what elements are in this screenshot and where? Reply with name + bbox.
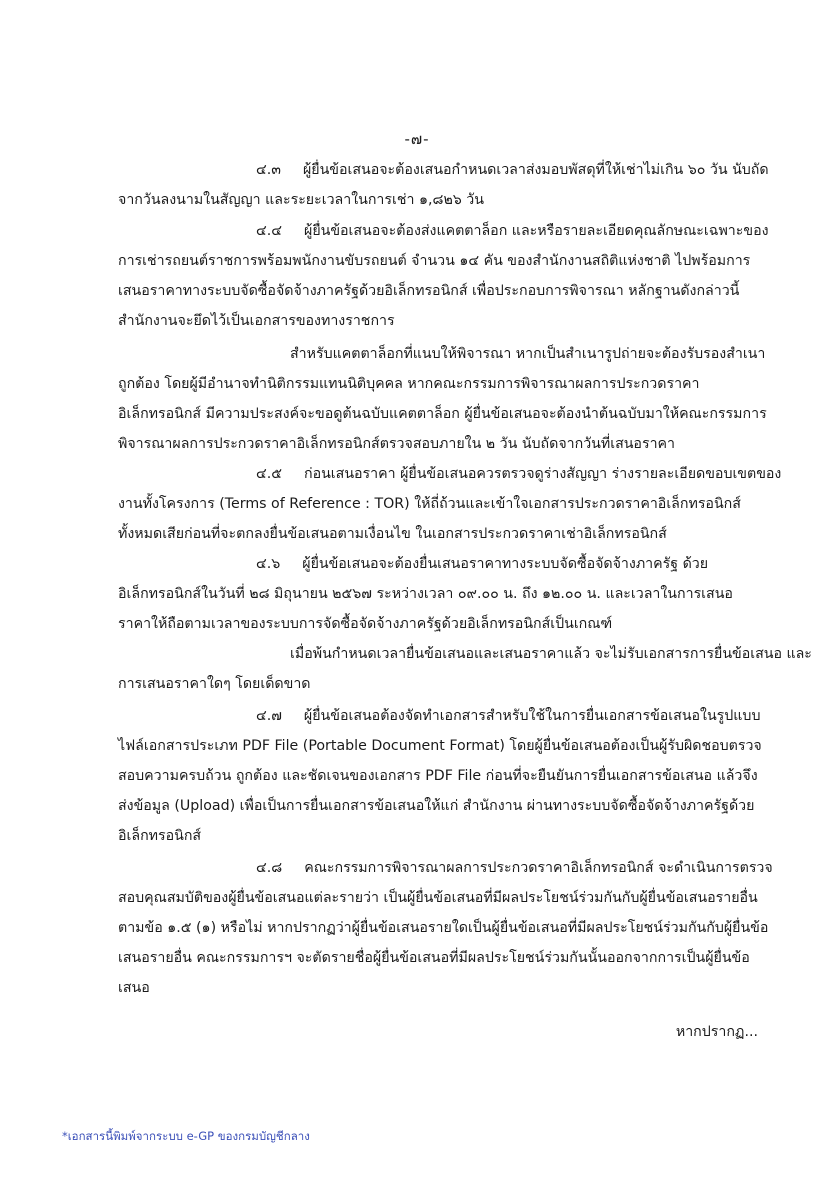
section-number: ๔.๕ xyxy=(256,466,282,482)
paragraph-line: อิเล็กทรอนิกส์ในวันที่ ๒๘ มิถุนายน ๒๕๖๗ ระหว่างเวลา ๐๙.๐๐ น. ถึง ๑๒.๐๐ น. และเวลาในการเสนอ xyxy=(118,586,733,602)
paragraph-line: เสนอราคาทางระบบจัดซื้อจัดจ้างภาครัฐด้วยอิเล็กทรอนิกส์ เพื่อประกอบการพิจารณา หลักฐานดังกล่าวนี้ xyxy=(118,283,740,299)
paragraph-line: สอบคุณสมบัติของผู้ยื่นข้อเสนอแต่ละรายว่า เป็นผู้ยื่นข้อเสนอที่มีผลประโยชน์ร่วมกันกับผู้ยื่นข้อเสนอรายอื่น xyxy=(118,890,758,906)
page-number: -๗- xyxy=(404,130,430,148)
paragraph-line: ราคาให้ถือตามเวลาของระบบการจัดซื้อจัดจ้างภาครัฐด้วยอิเล็กทรอนิกส์เป็นเกณฑ์ xyxy=(118,616,613,632)
paragraph-line: ทั้งหมดเสียก่อนที่จะตกลงยื่นข้อเสนอตามเงื่อนไข ในเอกสารประกวดราคาเช่าอิเล็กทรอนิกส์ xyxy=(118,526,667,542)
paragraph-line: ๔.๘ คณะกรรมการพิจารณาผลการประกวดราคาอิเล็กทรอนิกส์ จะดำเนินการตรวจ xyxy=(256,860,773,876)
paragraph-line: สอบความครบถ้วน ถูกต้อง และชัดเจนของเอกสาร PDF File ก่อนที่จะยืนยันการยื่นเอกสารข้อเสนอ แล้วจึง xyxy=(118,768,758,784)
paragraph-line: งานทั้งโครงการ (Terms of Reference : TOR) ให้ถี่ถ้วนและเข้าใจเอกสารประกวดราคาอิเล็กทรอนิกส์ xyxy=(118,496,741,512)
paragraph-line: อิเล็กทรอนิกส์ xyxy=(118,828,202,844)
section-number: ๔.๖ xyxy=(256,556,281,572)
paragraph-line: ถูกต้อง โดยผู้มีอำนาจทำนิติกรรมแทนนิติบุคคล หากคณะกรรมการพิจารณาผลการประกวดราคา xyxy=(118,376,700,392)
paragraph-line: การเสนอราคาใดๆ โดยเด็ดขาด xyxy=(118,676,311,692)
section-number: ๔.๓ xyxy=(256,162,281,178)
paragraph-line: ๔.๔ ผู้ยื่นข้อเสนอจะต้องส่งแคตตาล็อก และหรือรายละเอียดคุณลักษณะเฉพาะของ xyxy=(256,223,769,239)
paragraph-line: ไฟล์เอกสารประเภท PDF File (Portable Document Format) โดยผู้ยื่นข้อเสนอต้องเป็นผู้รับผิดชอบตรวจ xyxy=(118,738,762,754)
paragraph-line: ๔.๗ ผู้ยื่นข้อเสนอต้องจัดทำเอกสารสำหรับใช้ในการยื่นเอกสารข้อเสนอในรูปแบบ xyxy=(256,708,761,724)
paragraph-line: พิจารณาผลการประกวดราคาอิเล็กทรอนิกส์ตรวจสอบภายใน ๒ วัน นับถัดจากวันที่เสนอราคา xyxy=(118,436,675,452)
section-number: ๔.๗ xyxy=(256,708,282,724)
section-number: ๔.๘ xyxy=(256,860,283,876)
paragraph-line: ๔.๕ ก่อนเสนอราคา ผู้ยื่นข้อเสนอควรตรวจดูร่างสัญญา ร่างรายละเอียดขอบเขตของ xyxy=(256,466,782,482)
section-number: ๔.๔ xyxy=(256,223,282,239)
continuation-text: หากปรากฏ... xyxy=(675,1024,758,1040)
paragraph-line: การเช่ารถยนต์ราชการพร้อมพนักงานขับรถยนต์ จำนวน ๑๔ คัน ของสำนักงานสถิติแห่งชาติ ไปพร้อมการ xyxy=(118,253,751,269)
paragraph-line: ๔.๖ ผู้ยื่นข้อเสนอจะต้องยื่นเสนอราคาทางระบบจัดซื้อจัดจ้างภาครัฐ ด้วย xyxy=(256,556,709,572)
paragraph-line: ส่งข้อมูล (Upload) เพื่อเป็นการยื่นเอกสารข้อเสนอให้แก่ สำนักงาน ผ่านทางระบบจัดซื้อจัดจ้างภาครัฐด้วย xyxy=(118,798,755,814)
paragraph-line: เสนอรายอื่น คณะกรรมการฯ จะตัดรายชื่อผู้ยื่นข้อเสนอที่มีผลประโยชน์ร่วมกันนั้นออกจากการเป็นผู้ยื่นข้อ xyxy=(118,950,750,966)
paragraph-line: สำนักงานจะยึดไว้เป็นเอกสารของทางราชการ xyxy=(118,313,395,329)
paragraph-line: ๔.๓ ผู้ยื่นข้อเสนอจะต้องเสนอกำหนดเวลาส่งมอบพัสดุที่ให้เช่าไม่เกิน ๖๐ วัน นับถัด xyxy=(256,162,769,178)
paragraph-line: เสนอ xyxy=(118,980,150,996)
paragraph-line: ตามข้อ ๑.๕ (๑) หรือไม่ หากปรากฏว่าผู้ยื่นข้อเสนอรายใดเป็นผู้ยื่นข้อเสนอที่มีผลประโยชน์ร่วมกันกับผู้ยื่นข้อ xyxy=(118,920,769,936)
paragraph-line: เมื่อพ้นกำหนดเวลายื่นข้อเสนอและเสนอราคาแล้ว จะไม่รับเอกสารการยื่นข้อเสนอ และ xyxy=(290,646,812,662)
footer-note: *เอกสารนี้พิมพ์จากระบบ e-GP ของกรมบัญชีกลาง xyxy=(62,1129,310,1143)
paragraph-line: สำหรับแคตตาล็อกที่แนบให้พิจารณา หากเป็นสำเนารูปถ่ายจะต้องรับรองสำเนา xyxy=(290,346,766,362)
paragraph-line: จากวันลงนามในสัญญา และระยะเวลาในการเช่า ๑,๘๒๖ วัน xyxy=(118,192,484,208)
paragraph-line: อิเล็กทรอนิกส์ มีความประสงค์จะขอดูต้นฉบับแคตตาล็อก ผู้ยื่นข้อเสนอจะต้องนำต้นฉบับมาให้คณะกรรมการ xyxy=(118,406,767,422)
